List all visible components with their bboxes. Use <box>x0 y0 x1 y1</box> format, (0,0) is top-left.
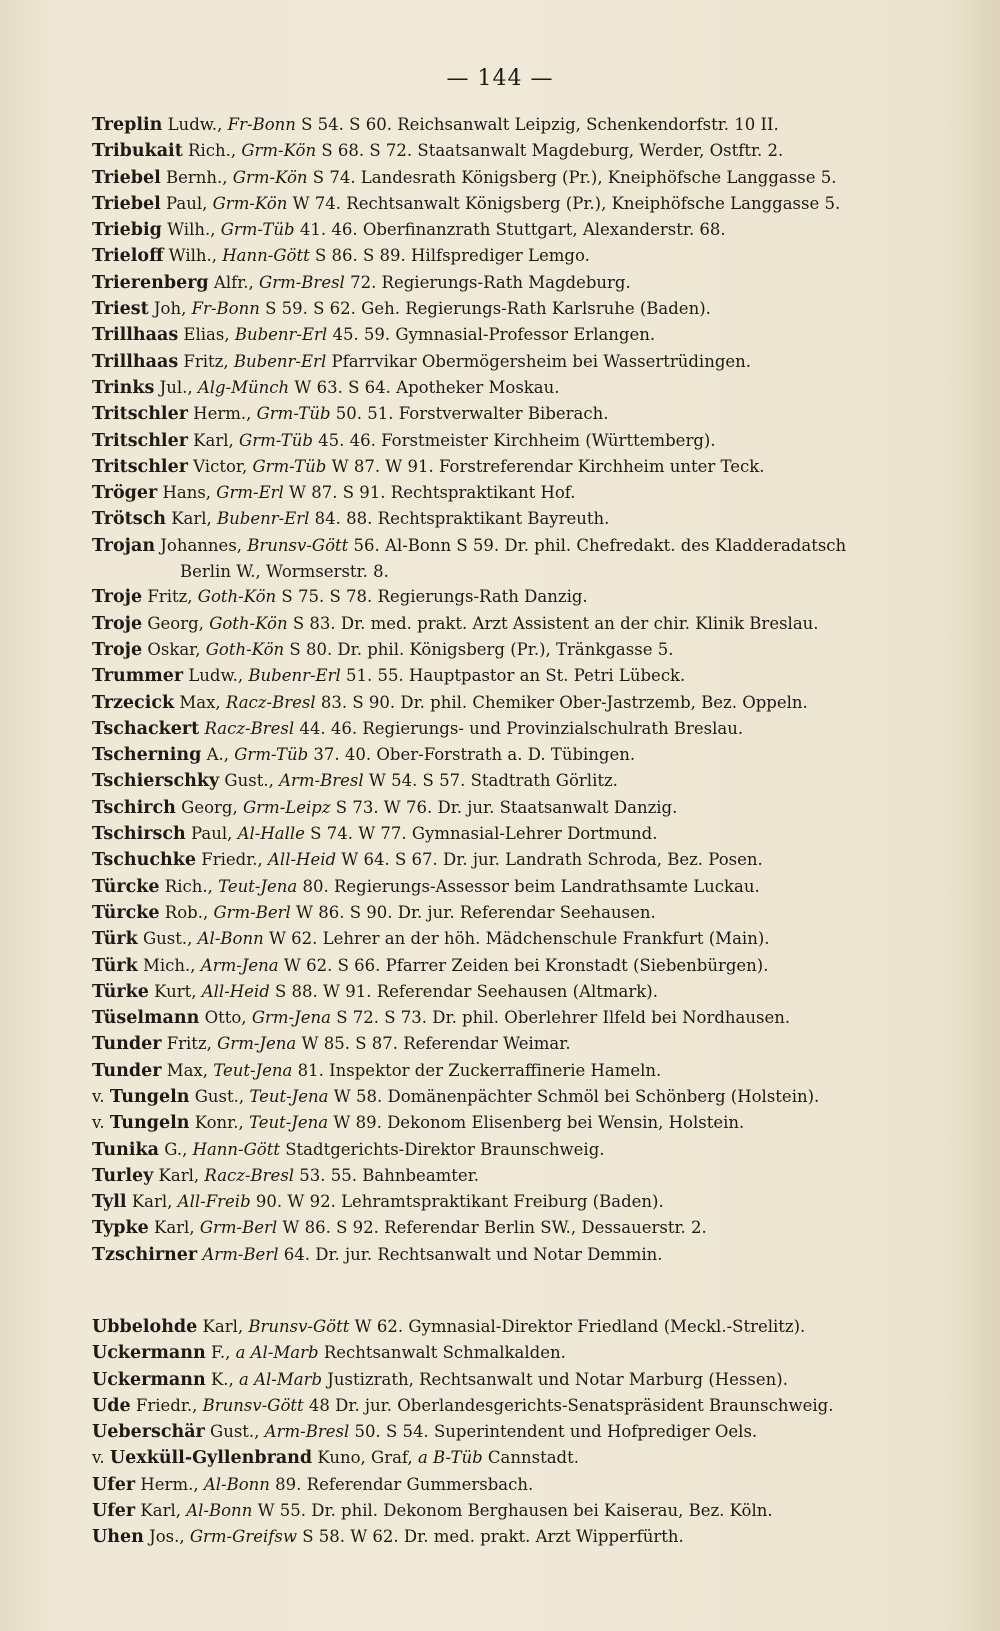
fraternity-location: Grm-Tüb <box>239 430 313 450</box>
given-name: Wilh., <box>161 220 221 240</box>
directory-entry <box>92 821 972 847</box>
directory-entry <box>92 1058 972 1084</box>
given-name: Joh, <box>148 299 192 319</box>
given-name: Gust., <box>137 929 198 949</box>
entry-details: W 62. S 66. Pfarrer Zeiden bei Kronstadt (Siebenbürgen). <box>278 955 769 975</box>
surname: Typke <box>92 1218 149 1239</box>
entry-details: 80. Regierungs-Assessor beim Landrathsamte Luckau. <box>297 876 760 896</box>
entry-details: Stadtgerichts-Direktor Braunschweig. <box>280 1139 605 1159</box>
page-number: — 144 — <box>446 66 554 91</box>
given-name: A., <box>201 745 235 765</box>
directory-entry <box>92 165 972 191</box>
name-prefix: v. <box>92 1086 110 1106</box>
surname: Tschirch <box>92 797 176 818</box>
surname: Tyll <box>92 1192 127 1213</box>
entry-details: S 74. W 77. Gymnasial-Lehrer Dortmund. <box>304 824 658 844</box>
entry-details: 53. 55. Bahnbeamter. <box>294 1165 480 1185</box>
fraternity-location: a Al-Marb <box>239 1369 323 1389</box>
entry-details: 64. Dr. jur. Rechtsanwalt und Notar Demmin. <box>278 1244 663 1264</box>
fraternity-location: Arm-Bresl <box>279 771 364 791</box>
surname: Türcke <box>92 902 160 923</box>
directory-entry <box>92 1005 972 1031</box>
given-name: Ludw., <box>183 666 249 686</box>
directory-entry <box>92 533 972 559</box>
surname: Türk <box>92 955 138 976</box>
entry-details: S 86. S 89. Hilfsprediger Lemgo. <box>309 246 590 266</box>
surname: Tribukait <box>92 141 183 162</box>
directory-entry <box>92 217 972 243</box>
entry-details: S 83. Dr. med. prakt. Arzt Assistent an der chir. Klinik Breslau. <box>287 613 819 633</box>
entry-details: W 64. S 67. Dr. jur. Landrath Schroda, Bez. Posen. <box>336 850 763 870</box>
fraternity-location: Al-Bonn <box>186 1501 253 1521</box>
fraternity-location: Hann-Gött <box>222 246 310 266</box>
directory-entry <box>92 1215 972 1241</box>
directory-entry <box>92 191 972 217</box>
surname: Trillhaas <box>92 325 179 346</box>
given-name: Paul, <box>160 193 213 213</box>
directory-entry <box>92 1367 972 1393</box>
given-name: Friedr., <box>196 850 269 870</box>
given-name: Fritz, <box>142 587 198 607</box>
directory-entry <box>92 1340 972 1366</box>
directory-entry <box>92 322 972 348</box>
surname: Uckermann <box>92 1343 206 1364</box>
given-name: Friedr., <box>130 1395 203 1415</box>
directory-entry <box>92 506 972 532</box>
surname: Tschuchke <box>92 850 197 871</box>
entry-details: W 86. S 92. Referendar Berlin SW., Dessauerstr. 2. <box>277 1218 707 1238</box>
surname: Ubbelohde <box>92 1317 198 1337</box>
surname: Uhen <box>92 1527 144 1548</box>
fraternity-location: All-Freib <box>177 1192 251 1212</box>
given-name: Karl, <box>135 1501 187 1521</box>
given-name: Rich., <box>182 141 242 161</box>
given-name: G., <box>158 1139 193 1159</box>
given-name: Johannes, <box>155 535 248 555</box>
entry-details: Cannstadt. <box>482 1448 579 1468</box>
directory-entry <box>92 847 972 873</box>
surname: Tscherning <box>92 745 202 766</box>
fraternity-location: Grm-Jena <box>217 1034 297 1054</box>
given-name: Rob., <box>159 902 214 922</box>
directory-entry <box>92 611 972 637</box>
directory-entry <box>92 795 972 821</box>
directory-entry <box>92 716 972 742</box>
fraternity-location: Grm-Erl <box>216 483 284 503</box>
entry-details: 45. 59. Gymnasial-Professor Erlangen. <box>327 325 656 345</box>
directory-entry <box>92 1137 972 1163</box>
fraternity-location: Arm-Jena <box>200 955 279 975</box>
given-name: Elias, <box>178 325 235 345</box>
entry-details: W 86. S 90. Dr. jur. Referendar Seehausen. <box>290 902 656 922</box>
entry-details: 81. Inspektor der Zuckerraffinerie Hameln. <box>292 1060 662 1080</box>
surname: Tunika <box>92 1139 159 1160</box>
fraternity-location: Teut-Jena <box>249 1086 329 1106</box>
surname: Uckermann <box>92 1369 206 1390</box>
given-name: Karl, <box>126 1192 178 1212</box>
entry-details: 72. Regierungs-Rath Magdeburg. <box>344 272 631 292</box>
entry-details: S 54. S 60. Reichsanwalt Leipzig, Schenkendorfstr. 10 II. <box>295 115 779 134</box>
given-name: Kurt, <box>148 981 202 1001</box>
fraternity-location: Grm-Tüb <box>252 456 327 476</box>
directory-entry <box>92 138 972 164</box>
surname: Trummer <box>92 666 184 687</box>
given-name: Jos., <box>143 1527 190 1547</box>
surname: Triebig <box>92 220 162 241</box>
given-name: Konr., <box>189 1113 249 1133</box>
entry-details: S 88. W 91. Referendar Seehausen (Altmark). <box>269 981 658 1001</box>
given-name: Gust., <box>189 1086 250 1106</box>
directory-entry <box>92 428 972 454</box>
given-name: Paul, <box>185 824 238 844</box>
surname: Tritschler <box>92 430 188 451</box>
fraternity-location: Fr-Bonn <box>191 299 260 319</box>
fraternity-location: Grm-Kön <box>232 167 308 187</box>
surname: Türcke <box>92 876 160 897</box>
fraternity-location: Grm-Kön <box>212 193 288 213</box>
given-name: Oskar, <box>142 639 206 659</box>
given-name: Alfr., <box>208 272 260 292</box>
name-prefix: v. <box>92 1113 110 1133</box>
fraternity-location: Bubenr-Erl <box>234 325 328 345</box>
entry-details: W 62. Gymnasial-Direktor Friedland (Meckl.-Strelitz). <box>349 1317 806 1336</box>
surname: Tschierschky <box>92 771 220 792</box>
directory-entry <box>92 296 972 322</box>
entry-details: 90. W 92. Lehramtspraktikant Freiburg (Baden). <box>250 1192 664 1212</box>
surname: Tröger <box>92 483 158 504</box>
given-name: Karl, <box>197 1317 249 1336</box>
directory-entry <box>92 1419 972 1445</box>
fraternity-location: Teut-Jena <box>213 1060 293 1080</box>
fraternity-location: Racz-Bresl <box>204 1165 295 1185</box>
entry-details: W 62. Lehrer an der höh. Mädchenschule Frankfurt (Main). <box>263 929 770 949</box>
entry-details: S 59. S 62. Geh. Regierungs-Rath Karlsruhe (Baden). <box>259 299 711 319</box>
entry-details: S 75. S 78. Regierungs-Rath Danzig. <box>276 587 588 607</box>
fraternity-location: Grm-Tüb <box>234 745 309 765</box>
fraternity-location: Grm-Kön <box>241 141 317 161</box>
directory-entry <box>92 1524 972 1550</box>
fraternity-location: a Al-Marb <box>235 1343 319 1363</box>
entries-block-t <box>92 112 972 1268</box>
entry-details: W 87. S 91. Rechtspraktikant Hof. <box>283 483 576 503</box>
surname: Ufer <box>92 1501 136 1522</box>
given-name: Karl, <box>165 509 218 529</box>
given-name: Herm., <box>135 1474 204 1494</box>
fraternity-location: Teut-Jena <box>218 876 298 896</box>
entry-details: 50. S 54. Superintendent und Hofprediger Oels. <box>349 1422 758 1442</box>
surname: Tunder <box>92 1034 162 1055</box>
fraternity-location: Bubenr-Erl <box>217 509 310 529</box>
entry-details: 41. 46. Oberfinanzrath Stuttgart, Alexanderstr. 68. <box>294 220 726 240</box>
fraternity-location: Arm-Berl <box>202 1244 279 1264</box>
fraternity-location: Al-Bonn <box>203 1474 270 1494</box>
given-name: Max, <box>174 692 226 712</box>
surname: Troje <box>92 613 143 634</box>
given-name: Bernh., <box>160 167 233 187</box>
fraternity-location: Grm-Greifsw <box>189 1527 297 1547</box>
fraternity-location: Goth-Kön <box>209 613 288 633</box>
fraternity-location: Al-Halle <box>237 824 305 844</box>
directory-entry <box>92 1110 972 1136</box>
surname: Tritschler <box>92 456 188 477</box>
directory-entry <box>92 1163 972 1189</box>
fraternity-location: Grm-Berl <box>213 902 291 922</box>
surname: Trojan <box>92 535 156 556</box>
directory-entry <box>92 900 972 926</box>
fraternity-location: All-Heid <box>201 981 270 1001</box>
given-name: Karl, <box>187 430 240 450</box>
directory-entry <box>92 243 972 269</box>
directory-entry <box>92 480 972 506</box>
given-name: Rich., <box>159 876 219 896</box>
entry-details: Rechtsanwalt Schmalkalden. <box>318 1343 566 1363</box>
directory-entry <box>92 874 972 900</box>
entry-details: 89. Referendar Gummersbach. <box>269 1474 534 1494</box>
entry-details: 50. 51. Forstverwalter Biberach. <box>330 404 609 424</box>
given-name: Georg, <box>175 797 243 817</box>
given-name: Hans, <box>157 483 217 503</box>
entry-details: 56. Al-Bonn S 59. Dr. phil. Chefredakt. des Kladderadatsch <box>348 535 847 555</box>
entry-continuation: Berlin W., Wormserstr. 8. <box>180 562 389 582</box>
given-name: Otto, <box>199 1008 252 1028</box>
surname: Turley <box>92 1165 154 1186</box>
entry-details: S 58. W 62. Dr. med. prakt. Arzt Wipperfürth. <box>296 1527 684 1547</box>
entry-details: W 87. W 91. Forstreferendar Kirchheim unter Teck. <box>326 456 765 476</box>
entry-details: S 68. S 72. Staatsanwalt Magdeburg, Werder, Ostftr. 2. <box>316 141 784 161</box>
entry-details: W 55. Dr. phil. Dekonom Berghausen bei Kaiserau, Bez. Köln. <box>252 1501 773 1521</box>
directory-entry <box>92 742 972 768</box>
fraternity-location: Goth-Kön <box>197 587 277 607</box>
entry-details: 51. 55. Hauptpastor an St. Petri Lübeck. <box>340 666 686 686</box>
fraternity-location: Grm-Leipz <box>242 797 331 817</box>
fraternity-location: Racz-Bresl <box>204 718 295 738</box>
directory-entry <box>92 375 972 401</box>
surname: Triest <box>92 299 149 320</box>
surname: Triebel <box>92 193 161 214</box>
fraternity-location: Grm-Bresl <box>259 272 345 292</box>
surname: Uexküll-Gyllenbrand <box>109 1448 313 1469</box>
fraternity-location: Brunsv-Gött <box>247 535 349 555</box>
fraternity-location: Alg-Münch <box>197 377 290 397</box>
name-prefix: v. <box>92 1448 110 1468</box>
fraternity-location: Arm-Bresl <box>264 1422 350 1442</box>
surname: Ufer <box>92 1474 136 1495</box>
surname: Tungeln <box>109 1113 190 1134</box>
entry-details: W 85. S 87. Referendar Weimar. <box>296 1034 571 1054</box>
fraternity-location: Goth-Kön <box>205 639 285 659</box>
directory-entry <box>92 349 972 375</box>
given-name: Karl, <box>148 1218 200 1238</box>
surname: Trillhaas <box>92 351 179 372</box>
entry-details: 84. 88. Rechtspraktikant Bayreuth. <box>309 509 610 529</box>
given-name: F., <box>205 1343 236 1363</box>
surname: Tunder <box>92 1060 162 1081</box>
directory-entry <box>92 1498 972 1524</box>
given-name: Georg, <box>142 613 210 633</box>
entry-details: 37. 40. Ober-Forstrath a. D. Tübingen. <box>308 745 636 765</box>
surname: Troje <box>92 587 143 608</box>
entry-details: W 58. Domänenpächter Schmöl bei Schönberg (Holstein). <box>328 1086 820 1106</box>
directory-entry <box>92 112 972 138</box>
fraternity-location: Teut-Jena <box>248 1113 329 1133</box>
surname: Trötsch <box>92 509 166 530</box>
directory-entry <box>92 1472 972 1498</box>
directory-entry <box>92 584 972 610</box>
entry-details: S 72. S 73. Dr. phil. Oberlehrer Ilfeld bei Nordhausen. <box>330 1008 791 1028</box>
given-name: Mich., <box>137 955 201 975</box>
directory-entry <box>92 1445 972 1471</box>
surname: Tschirsch <box>92 824 186 845</box>
fraternity-location: Brunsv-Gött <box>202 1395 304 1415</box>
given-name: Fritz, <box>178 351 234 371</box>
fraternity-location: Grm-Jena <box>251 1008 331 1028</box>
given-name: Herm., <box>187 404 257 424</box>
given-name: Max, <box>161 1060 214 1080</box>
fraternity-location: Al-Bonn <box>197 929 264 949</box>
surname: Ude <box>92 1395 131 1416</box>
surname: Trzecick <box>92 692 175 713</box>
surname: Troje <box>92 639 143 660</box>
surname: Türke <box>92 981 149 1002</box>
entry-details: 48 Dr. jur. Oberlandesgerichts-Senatspräsident Braunschweig. <box>303 1395 834 1415</box>
fraternity-location: Racz-Bresl <box>225 692 316 712</box>
surname: Trieloff <box>92 246 164 267</box>
given-name: Gust., <box>219 771 280 791</box>
surname: Tungeln <box>109 1086 190 1107</box>
directory-entry <box>92 1393 972 1419</box>
entry-details: W 89. Dekonom Elisenberg bei Wensin, Holstein. <box>328 1113 745 1133</box>
surname: Ueberschär <box>92 1422 205 1443</box>
entry-details: S 80. Dr. phil. Königsberg (Pr.), Tränkgasse 5. <box>284 639 674 659</box>
fraternity-location: Brunsv-Gött <box>248 1317 350 1336</box>
given-name: Jul., <box>154 377 198 397</box>
fraternity-location: Hann-Gött <box>192 1139 280 1159</box>
given-name: Ludw., <box>162 115 228 134</box>
entry-details: 44. 46. Regierungs- und Provinzialschulrath Breslau. <box>294 718 744 738</box>
fraternity-location: Grm-Berl <box>199 1218 278 1238</box>
surname: Tritschler <box>92 404 188 425</box>
surname: Tüselmann <box>92 1008 200 1029</box>
entry-details: Justizrath, Rechtsanwalt und Notar Marburg (Hessen). <box>322 1369 788 1389</box>
entry-details: W 74. Rechtsanwalt Königsberg (Pr.), Kneiphöfsche Langgasse 5. <box>287 193 841 213</box>
entry-details: 83. S 90. Dr. phil. Chemiker Ober-Jastrzemb, Bez. Oppeln. <box>315 692 808 712</box>
surname: Treplin <box>92 115 163 135</box>
entry-details: S 73. W 76. Dr. jur. Staatsanwalt Danzig. <box>330 797 678 817</box>
directory-entry <box>92 1031 972 1057</box>
directory-entry <box>92 401 972 427</box>
directory-entry <box>92 1242 972 1268</box>
fraternity-location: All-Heid <box>268 850 337 870</box>
entry-details: W 63. S 64. Apotheker Moskau. <box>289 377 560 397</box>
given-name: Fritz, <box>161 1034 218 1054</box>
given-name: Wilh., <box>163 246 223 266</box>
fraternity-location: Bubenr-Erl <box>233 351 327 371</box>
entry-details: Pfarrvikar Obermögersheim bei Wassertrüdingen. <box>326 351 752 371</box>
entry-details: S 74. Landesrath Königsberg (Pr.), Kneiphöfsche Langgasse 5. <box>307 167 837 187</box>
given-name: K., <box>205 1369 240 1389</box>
directory-entry <box>92 1084 972 1110</box>
directory-entry <box>92 953 972 979</box>
fraternity-location: Fr-Bonn <box>227 115 296 134</box>
directory-entry <box>92 768 972 794</box>
entries-block-u <box>92 1314 972 1551</box>
directory-entry <box>92 637 972 663</box>
directory-entry <box>92 690 972 716</box>
entry-details: W 54. S 57. Stadtrath Görlitz. <box>363 771 618 791</box>
directory-entry <box>92 926 972 952</box>
directory-entry <box>92 663 972 689</box>
directory-entry <box>92 1314 972 1340</box>
given-name: Gust., <box>204 1422 265 1442</box>
given-name: Kuno, Graf, <box>312 1448 418 1468</box>
surname: Triebel <box>92 167 161 188</box>
given-name: Victor, <box>187 456 253 476</box>
fraternity-location: Grm-Tüb <box>256 404 331 424</box>
directory-entry <box>92 979 972 1005</box>
fraternity-location: a B-Tüb <box>417 1448 483 1468</box>
given-name: Karl, <box>153 1165 205 1185</box>
fraternity-location: Grm-Tüb <box>220 220 295 240</box>
directory-entry <box>92 454 972 480</box>
surname: Türk <box>92 929 138 950</box>
directory-entry <box>92 1189 972 1215</box>
fraternity-location: Bubenr-Erl <box>248 666 341 686</box>
surname: Tschackert <box>92 718 200 739</box>
surname: Trierenberg <box>92 272 209 293</box>
surname: Tzschirner <box>92 1244 198 1265</box>
entry-details: 45. 46. Forstmeister Kirchheim (Württemberg). <box>312 430 716 450</box>
directory-entry <box>92 270 972 296</box>
surname: Trinks <box>92 377 155 398</box>
